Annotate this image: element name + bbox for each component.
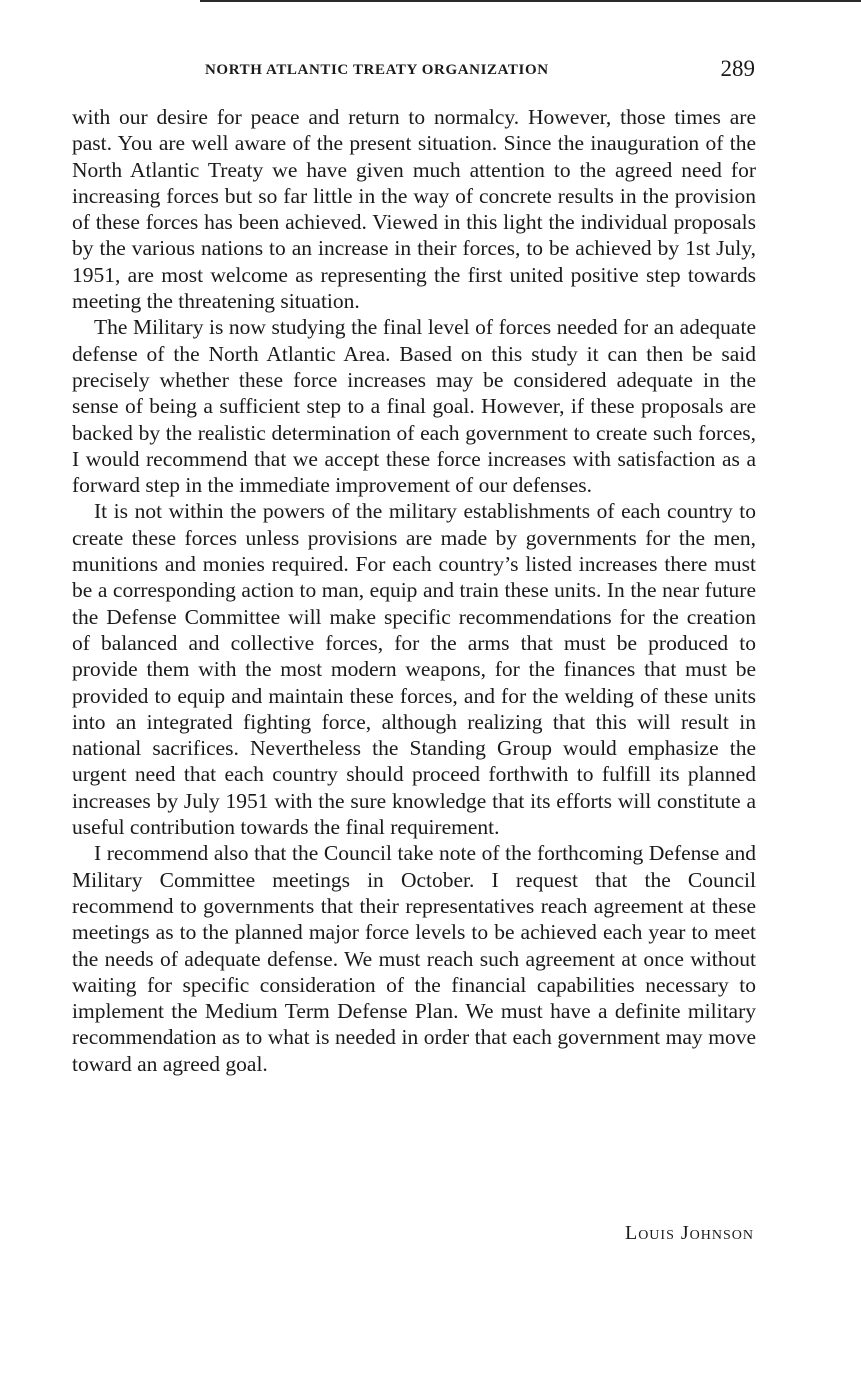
paragraph-4: I recommend also that the Council take note of the forthcoming Defense and Military Committee meetings in October. I request that the Council recommend to governments that their representatives reach agreement at these meetings as to the planned major force levels to be achieved each year to meet the needs of adequate defense. We must reach such agreement at once without waiting for specific consideration of the financial capabilities necessary to implement the Medium Term Defense Plan. We must have a definite military recommendation as to what is needed in order that each government may move toward an agreed goal. <box>72 841 756 1076</box>
top-rule <box>200 0 861 2</box>
paragraph-1: with our desire for peace and return to normalcy. However, those times are past. You are well aware of the present situation. Since the inauguration of the North Atlantic Treaty we have given much attention to the agreed need for increasing forces but so far little in the way of concrete results in the provision of these forces has been achieved. Viewed in this light the individual proposals by the various nations to an increase in their forces, to be achieved by 1st July, 1951, are most welcome as representing the first united positive step towards meeting the threatening situation. <box>72 105 756 314</box>
signature: Louis Johnson <box>624 1222 754 1244</box>
body-text <box>72 104 756 1077</box>
paragraph-3: It is not within the powers of the military establishments of each country to create these forces unless provisions are made by governments for the men, munitions and monies required. For each country’s listed increases there must be a corresponding action to man, equip and train these units. In the near future the Defense Committee will make specific recommendations for the creation of balanced and collective forces, for the arms that must be produced to provide them with the most modern weapons, for the finances that must be provided to equip and maintain these forces, and for the welding of these units into an integrated fighting force, although realizing that this will result in national sacrifices. Nevertheless the Standing Group would emphasize the urgent need that each country should proceed forthwith to fulfill its planned increases by July 1951 with the sure knowledge that its efforts will constitute a useful contribution towards the final requirement. <box>72 499 756 840</box>
page-number: 289 <box>720 56 755 81</box>
running-head: NORTH ATLANTIC TREATY ORGANIZATION <box>205 62 549 78</box>
paragraph-2: The Military is now studying the final level of forces needed for an adequate defense of the North Atlantic Area. Based on this study it can then be said precisely whether these force increases may be considered adequate in the sense of being a sufficient step to a final goal. However, if these proposals are backed by the realistic determination of each government to create such forces, I would recommend that we accept these force increases with satisfaction as a forward step in the immediate improvement of our defenses. <box>72 315 756 498</box>
